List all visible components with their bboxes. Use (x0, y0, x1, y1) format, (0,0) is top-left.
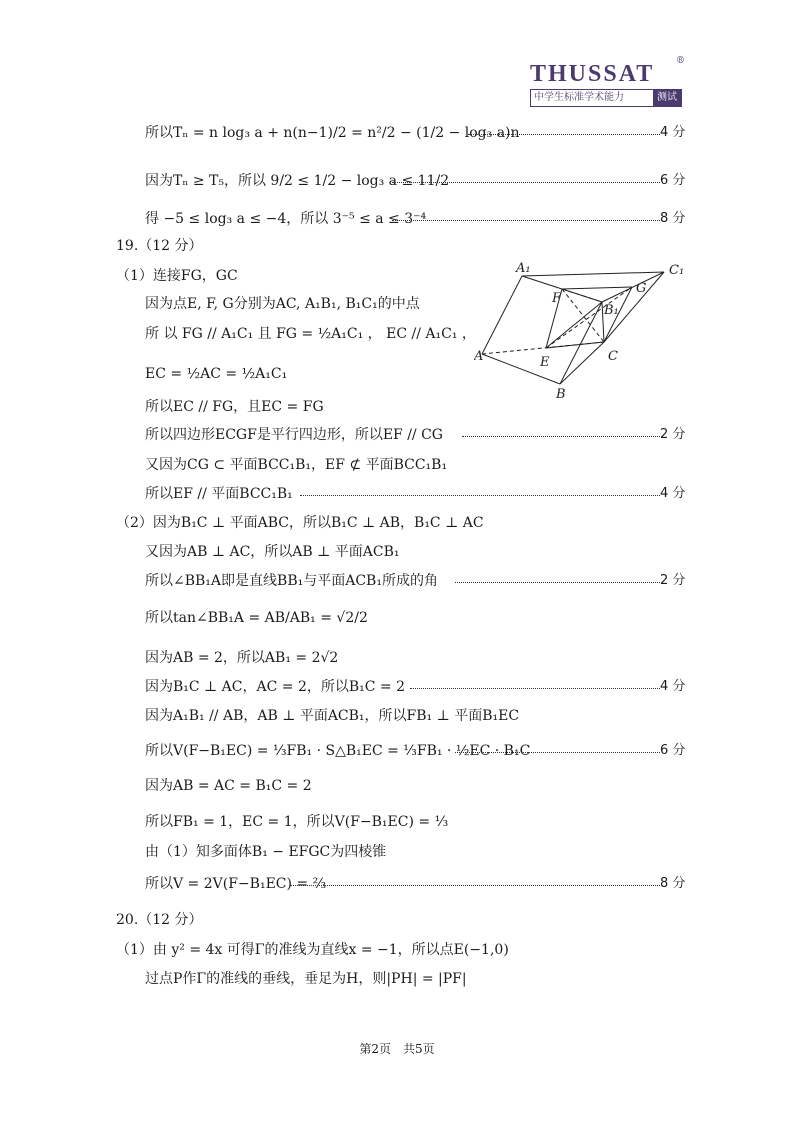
line-15: 所以∠BB₁A即是直线BB₁与平面ACB₁所成的角 (145, 573, 438, 589)
score-mark: 6 分 (660, 173, 686, 188)
line-22: 所以FB₁ = 1，EC = 1，所以V(F−B₁EC) = ⅓ (145, 814, 449, 830)
score-mark: 8 分 (660, 211, 686, 226)
line-5: （1）连接FG，GC (116, 268, 238, 284)
line-16: 所以tan∠BB₁A = AB/AB₁ = √2/2 (145, 610, 368, 626)
line-7: 所 以 FG // A₁C₁ 且 FG = ½A₁C₁ ， EC // A₁C₁ ， (145, 326, 476, 342)
line-10: 所以四边形ECGF是平行四边形，所以EF // CG (145, 427, 443, 443)
score-mark: 4 分 (660, 125, 686, 140)
score-mark: 8 分 (660, 876, 686, 891)
line-23: 由（1）知多面体B₁ − EFGC为四棱锥 (145, 844, 387, 860)
line-19: 因为A₁B₁ // AB，AB ⊥ 平面ACB₁，所以FB₁ ⊥ 平面B₁EC (145, 708, 520, 724)
dot-leader (392, 182, 660, 183)
label-c1: C₁ (669, 263, 685, 278)
score-mark: 4 分 (660, 486, 686, 501)
line-24: 所以V = 2V(F−B₁EC) = ⅔ (145, 876, 327, 892)
line-21: 因为AB = AC = B₁C = 2 (145, 778, 312, 794)
edge-f-g (562, 287, 632, 289)
score-mark: 6 分 (660, 743, 686, 758)
label-b: B (556, 387, 566, 402)
label-f: F (552, 291, 562, 306)
line-18: 因为B₁C ⊥ AC，AC = 2，所以B₁C = 2 (145, 679, 406, 695)
label-b1: B₁ (604, 303, 619, 318)
edge-b-c (560, 342, 604, 384)
prism-diagram (474, 262, 694, 402)
line-27: 过点P作Γ的准线的垂线，垂足为H，则|PH| = |PF| (145, 971, 467, 987)
edge-f-c-dashed (562, 289, 604, 342)
question-19-header: 19.（12 分） (116, 238, 203, 254)
dot-leader (462, 436, 660, 437)
line-17: 因为AB = 2，所以AB₁ = 2√2 (145, 650, 339, 666)
line-26: （1）由 y² = 4x 可得Γ的准线为直线x = −1，所以点E(−1,0) (116, 942, 509, 958)
dot-leader (410, 688, 660, 689)
dot-leader (300, 495, 660, 496)
dot-leader (455, 582, 660, 583)
dot-leader (290, 885, 660, 886)
logo-subtitle: 中学生标准学术能力 (534, 92, 624, 103)
page-footer: 第2页 共5页 (359, 1042, 435, 1056)
logo-tag: 测试 (653, 90, 681, 106)
line-9: 所以EC // FG，且EC = FG (145, 399, 324, 415)
label-a1: A₁ (516, 262, 531, 276)
score-mark: 2 分 (660, 427, 686, 442)
logo-title: THUSSAT (530, 61, 655, 87)
logo-subtitle-bar (530, 89, 682, 107)
edge-a1-a (482, 276, 522, 354)
line-2: 因为Tₙ ≥ T₅，所以 9/2 ≤ 1/2 − log₃ a ≤ 11/2 (145, 173, 450, 189)
thussat-logo (530, 56, 685, 107)
line-3: 得 −5 ≤ log₃ a ≤ −4，所以 3⁻⁵ ≤ a ≤ 3⁻⁴ (145, 211, 427, 227)
label-c: C (608, 349, 618, 364)
dot-leader (455, 752, 660, 753)
dot-leader (392, 220, 660, 221)
logo-registered-mark: ® (676, 56, 685, 66)
edge-e-b1 (546, 302, 602, 348)
score-mark: 2 分 (660, 573, 686, 588)
label-a: A (474, 349, 484, 364)
line-6: 因为点E, F, G分别为AC, A₁B₁, B₁C₁的中点 (145, 296, 420, 312)
line-13: （2）因为B₁C ⊥ 平面ABC，所以B₁C ⊥ AB，B₁C ⊥ AC (116, 515, 484, 531)
label-e: E (540, 355, 550, 370)
question-20-header: 20.（12 分） (116, 912, 203, 928)
dot-leader (468, 134, 660, 135)
line-14: 又因为AB ⊥ AC，所以AB ⊥ 平面ACB₁ (145, 544, 400, 560)
label-g: G (636, 281, 647, 296)
line-11: 又因为CG ⊂ 平面BCC₁B₁，EF ⊄ 平面BCC₁B₁ (145, 457, 448, 473)
line-12: 所以EF // 平面BCC₁B₁ (145, 486, 293, 502)
line-1: 所以Tₙ = n log₃ a + n(n−1)/2 = n²/2 − (1/2 − log₃ a)n (145, 125, 520, 141)
line-8: EC = ½AC = ½A₁C₁ (145, 366, 288, 382)
edge-a1-c1 (522, 272, 664, 276)
score-mark: 4 分 (660, 679, 686, 694)
edge-b1-c1 (602, 272, 664, 302)
line-20: 所以V(F−B₁EC) = ⅓FB₁ · S△B₁EC = ⅓FB₁ · ½EC · B₁C (145, 743, 531, 759)
